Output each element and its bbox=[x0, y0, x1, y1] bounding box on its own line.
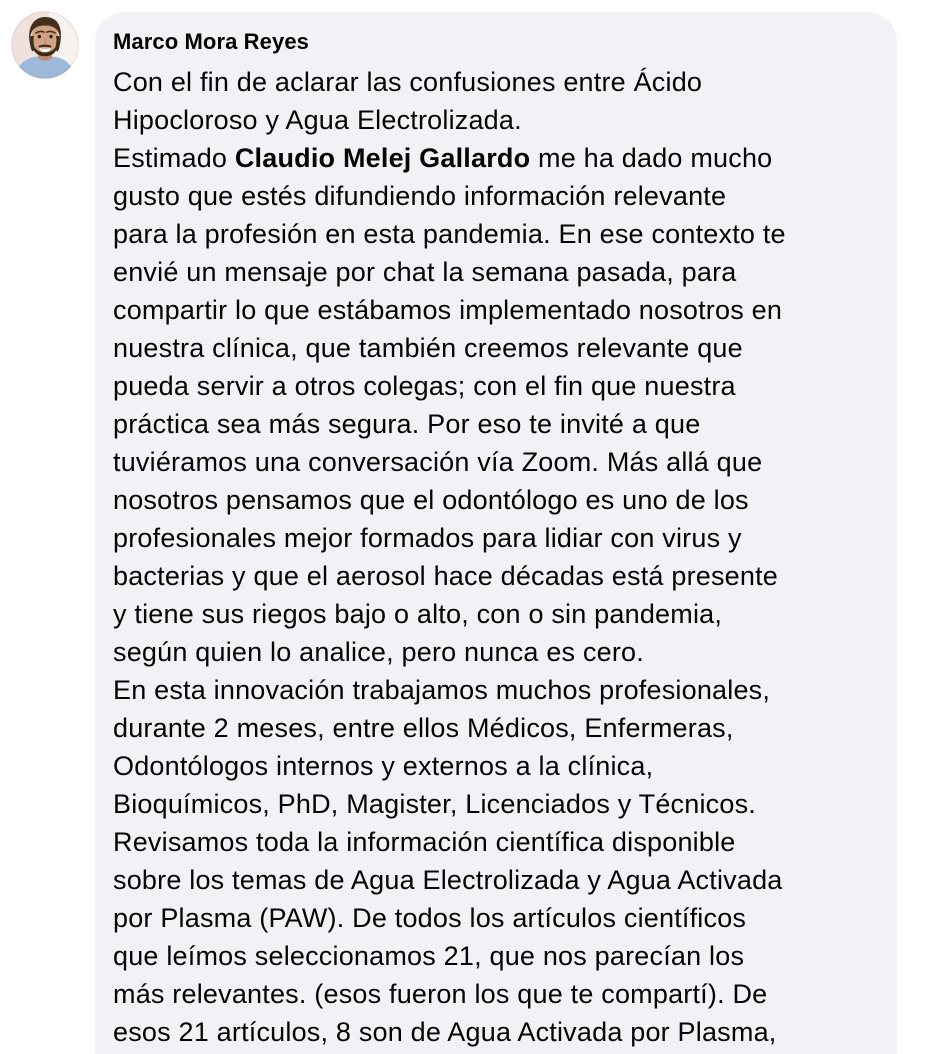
text-segment: envié un mensaje por chat la semana pasada, para bbox=[113, 257, 737, 287]
text-segment: nuestra clínica, que también creemos relevante que bbox=[113, 333, 743, 363]
text-segment: En esta innovación trabajamos muchos profesionales, bbox=[113, 675, 771, 705]
text-segment: compartir lo que estábamos implementado nosotros en bbox=[113, 295, 783, 325]
comment-text-line bbox=[113, 785, 786, 823]
comment-text-line bbox=[113, 861, 786, 899]
comment-text-line bbox=[113, 291, 786, 329]
text-segment: y tiene sus riegos bajo o alto, con o sin pandemia, bbox=[113, 599, 723, 629]
text-segment: que leímos seleccionamos 21, que nos parecían los bbox=[113, 941, 745, 971]
comment-text-line bbox=[113, 557, 786, 595]
text-segment: Bioquímicos, PhD, Magister, Licenciados y Técnicos. bbox=[113, 789, 756, 819]
text-segment: más relevantes. (esos fueron los que te compartí). De bbox=[113, 979, 768, 1009]
comment-text-line bbox=[113, 975, 786, 1013]
mention-link[interactable]: Claudio Melej Gallardo bbox=[234, 143, 531, 173]
comment-body bbox=[113, 63, 786, 1051]
comment-text-line bbox=[113, 1013, 786, 1051]
comment-text-line bbox=[113, 405, 786, 443]
text-segment: nosotros pensamos que el odontólogo es uno de los bbox=[113, 485, 749, 515]
text-segment: Hipocloroso y Agua Electrolizada. bbox=[113, 105, 522, 135]
text-segment: esos 21 artículos, 8 son de Agua Activada por Plasma, bbox=[113, 1017, 777, 1047]
comment-text-line bbox=[113, 177, 786, 215]
comment-bubble bbox=[95, 12, 897, 1054]
text-segment: por Plasma (PAW). De todos los artículos científicos bbox=[113, 903, 747, 933]
text-segment: Odontólogos internos y externos a la clínica, bbox=[113, 751, 654, 781]
comment-text-line bbox=[113, 519, 786, 557]
text-segment: me ha dado mucho bbox=[530, 143, 773, 173]
text-segment: Con el fin de aclarar las confusiones entre Ácido bbox=[113, 67, 703, 97]
text-segment: tuviéramos una conversación vía Zoom. Más allá que bbox=[113, 447, 763, 477]
comment-text-line bbox=[113, 329, 786, 367]
comment-text-line bbox=[113, 481, 786, 519]
text-segment: según quien lo analice, pero nunca es cero. bbox=[113, 637, 644, 667]
text-segment: Revisamos toda la información científica disponible bbox=[113, 827, 736, 857]
avatar-photo bbox=[11, 11, 79, 79]
comment-text-line bbox=[113, 215, 786, 253]
text-segment: gusto que estés difundiendo información relevante bbox=[113, 181, 727, 211]
comment-text-line bbox=[113, 253, 786, 291]
comment-text-line bbox=[113, 709, 786, 747]
text-segment: Estimado bbox=[113, 143, 235, 173]
comment-text-line bbox=[113, 633, 786, 671]
text-segment: pueda servir a otros colegas; con el fin que nuestra bbox=[113, 371, 736, 401]
text-segment: profesionales mejor formados para lidiar con virus y bbox=[113, 523, 742, 553]
text-segment: bacterias y que el aerosol hace décadas está presente bbox=[113, 561, 779, 591]
text-segment: para la profesión en esta pandemia. En ese contexto te bbox=[113, 219, 786, 249]
comment-text-line bbox=[113, 139, 786, 177]
comment-text-line bbox=[113, 101, 786, 139]
author-name-link[interactable]: Marco Mora Reyes bbox=[113, 29, 310, 54]
avatar[interactable] bbox=[11, 11, 79, 79]
comment-text-line bbox=[113, 937, 786, 975]
comment-text-line bbox=[113, 443, 786, 481]
comment-text-line bbox=[113, 367, 786, 405]
comment-text-line bbox=[113, 899, 786, 937]
comment-text-line bbox=[113, 63, 786, 101]
comment-text-line bbox=[113, 747, 786, 785]
text-segment: durante 2 meses, entre ellos Médicos, Enfermeras, bbox=[113, 713, 734, 743]
text-segment: práctica sea más segura. Por eso te invité a que bbox=[113, 409, 701, 439]
comment-text-line bbox=[113, 671, 786, 709]
comment-text-line bbox=[113, 595, 786, 633]
comment-text-line bbox=[113, 823, 786, 861]
text-segment: sobre los temas de Agua Electrolizada y Agua Activada bbox=[113, 865, 783, 895]
